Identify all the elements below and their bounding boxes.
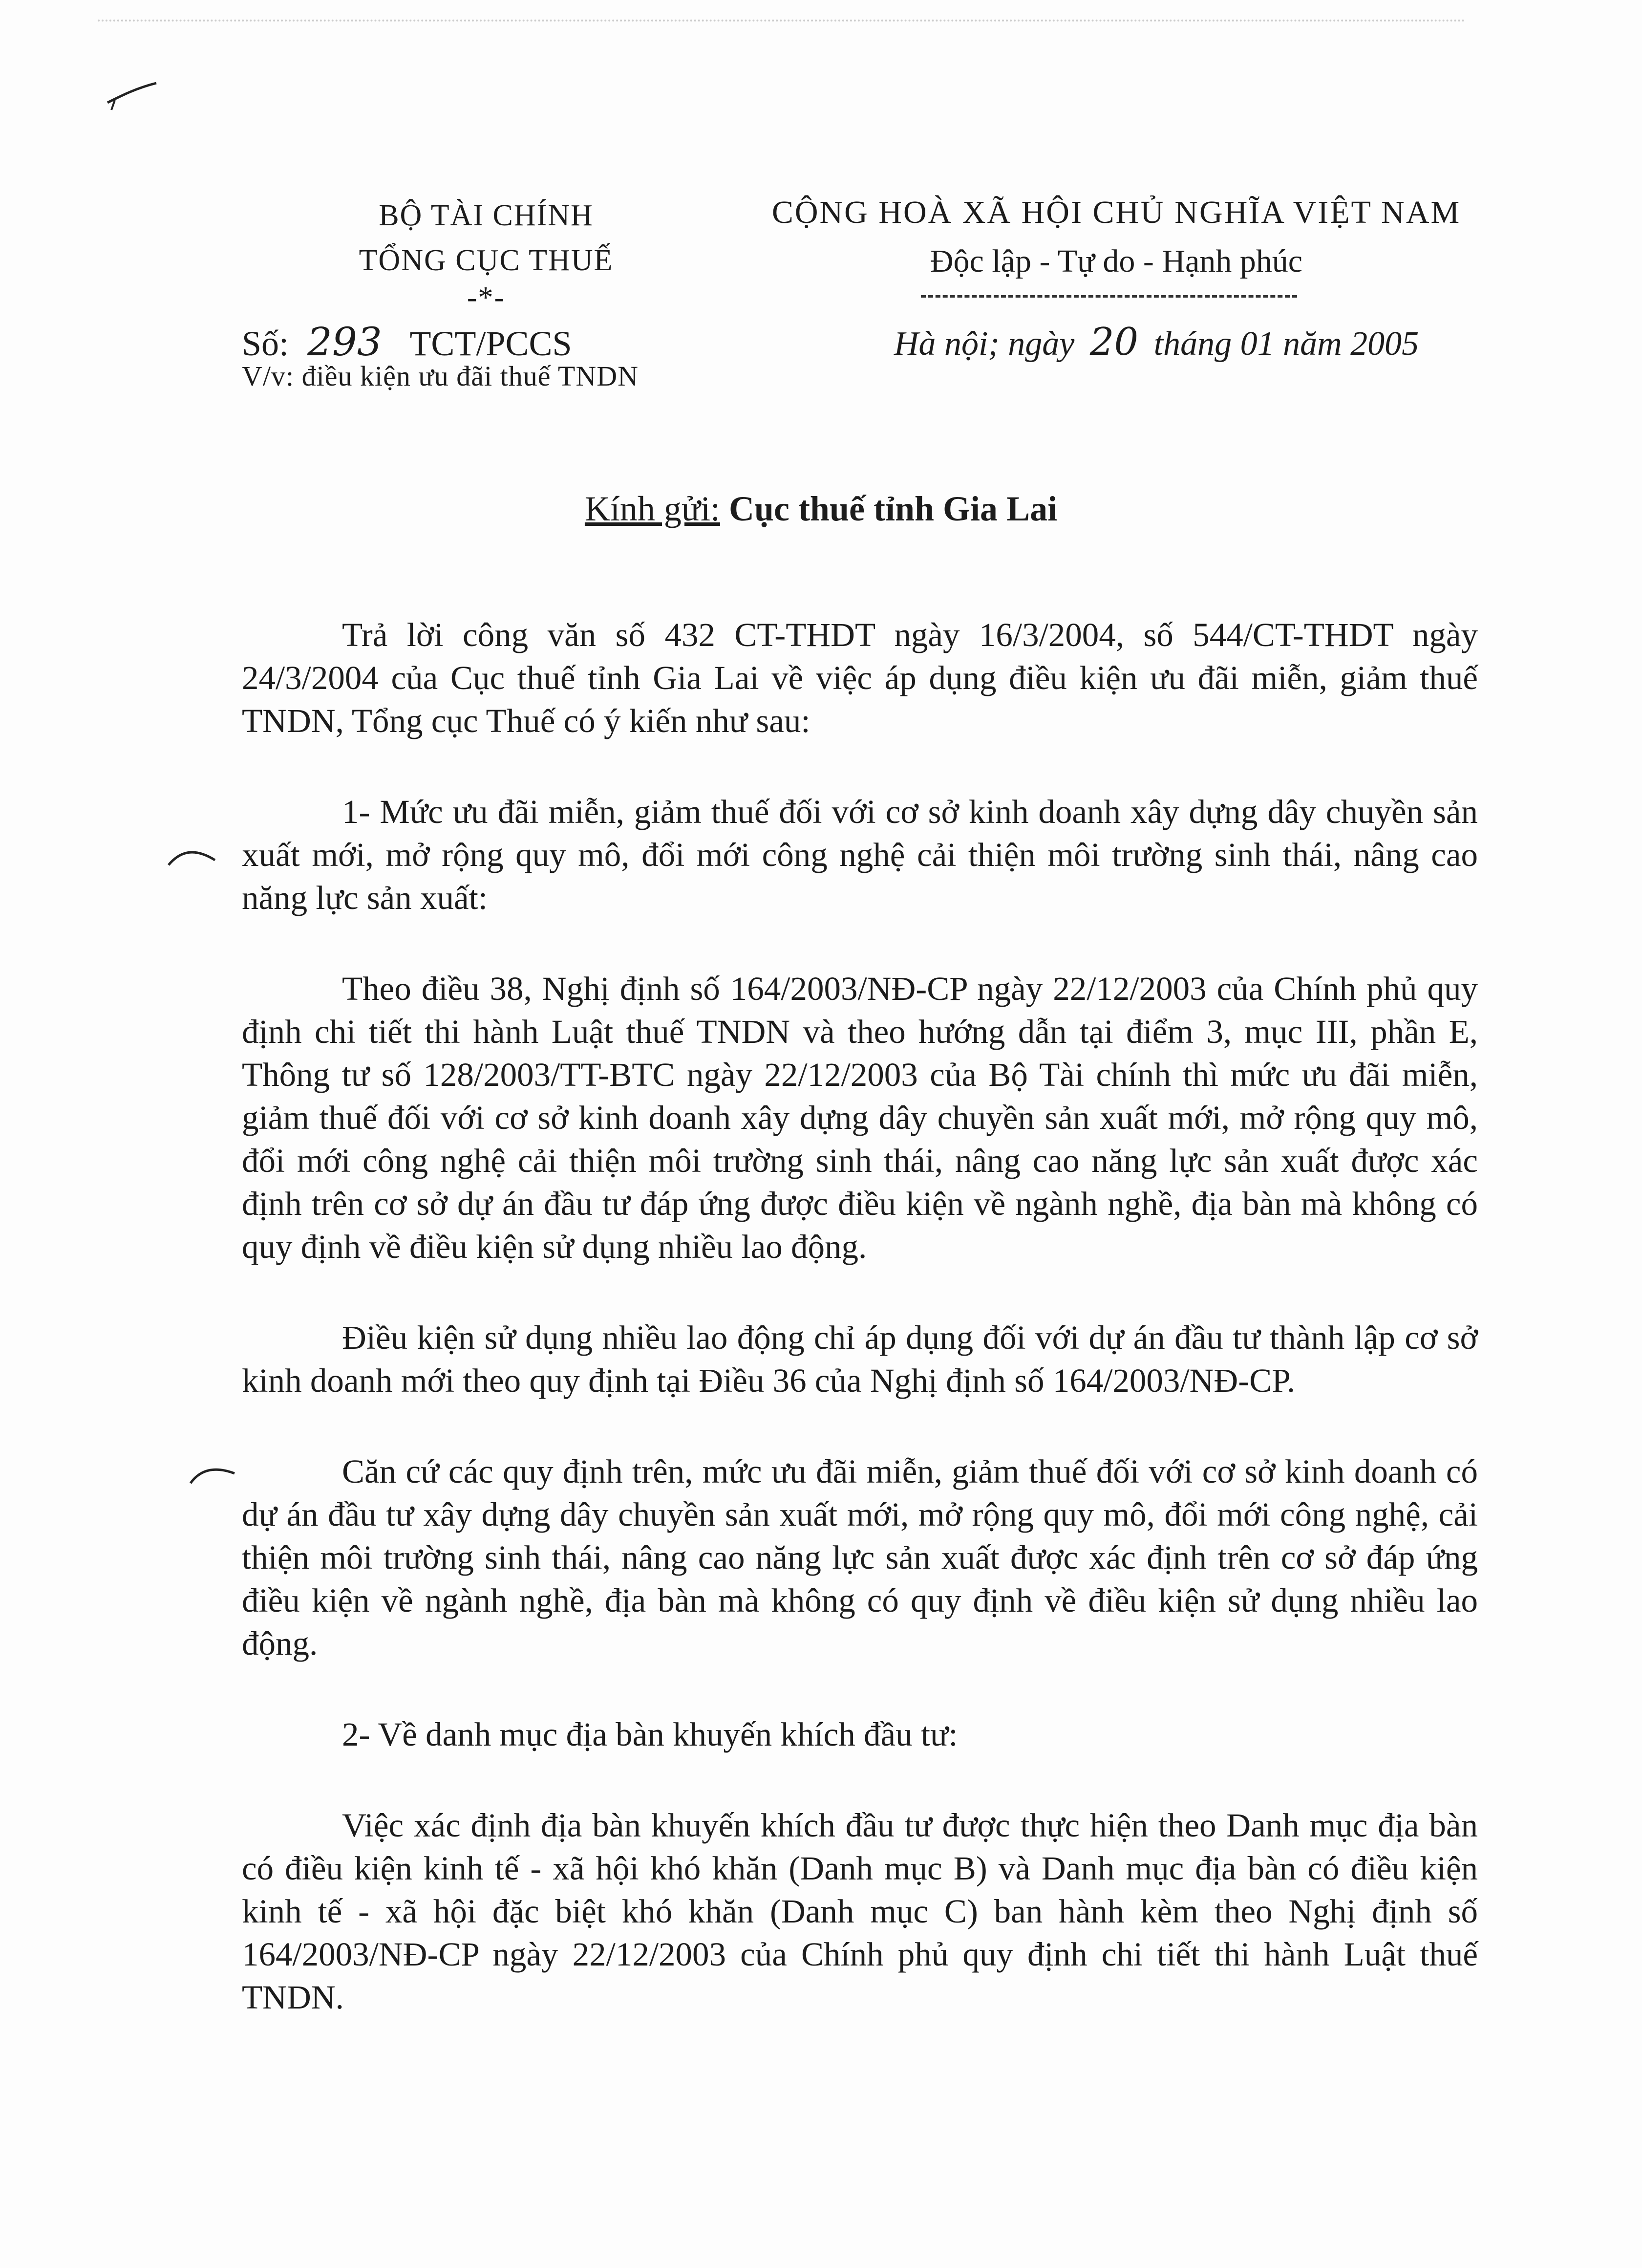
country-name: CỘNG HOÀ XÃ HỘI CHỦ NGHĨA VIỆT NAM <box>771 194 1461 230</box>
greeting-recipient: Cục thuế tỉnh Gia Lai <box>728 489 1058 528</box>
date-year-label: năm <box>1283 325 1342 363</box>
date-day: 20 <box>1089 320 1139 364</box>
number-label: Số: <box>242 324 289 363</box>
motto-divider <box>921 295 1297 298</box>
body-paragraph: 2- Về danh mục địa bàn khuyến khích đầu tư: <box>342 1716 958 1753</box>
scan-edge-noise <box>98 20 1466 24</box>
pen-mark-margin-1 <box>166 841 220 870</box>
date-month-label: tháng <box>1153 325 1232 363</box>
document-subject: V/v: điều kiện ưu đãi thuế TNDN <box>242 360 639 392</box>
greeting-line <box>0 489 1642 529</box>
body-paragraph: Điều kiện sử dụng nhiều lao động chỉ áp dụng đối với dự án đầu tư thành lập cơ sở kinh doanh mới theo quy định tại Điều 36 của Nghị định số 164/2003/NĐ-CP. <box>242 1319 1478 1399</box>
number-handwritten: 293 <box>307 319 382 365</box>
body-paragraph: 1- Mức ưu đãi miễn, giảm thuế đối với cơ sở kinh doanh xây dựng dây chuyền sản xuất mới, mở rộng quy mô, đổi mới công nghệ cải thiện môi trường sinh thái, nâng cao năng lực sản xuất: <box>242 793 1478 916</box>
national-header <box>762 188 1471 286</box>
pen-mark-top-left <box>103 73 161 112</box>
greeting-label: Kính gửi: <box>584 489 720 528</box>
issuer-block <box>242 193 730 312</box>
date-prefix: Hà nội; ngày <box>894 325 1075 363</box>
body-paragraph: Trả lời công văn số 432 CT-THDT ngày 16/3/2004, số 544/CT-THDT ngày 24/3/2004 của Cục thuế tỉnh Gia Lai về việc áp dụng điều kiện ưu đãi miễn, giảm thuế TNDN, Tổng cục Thuế có ý kiến như sau: <box>242 616 1478 739</box>
pen-mark-margin-2 <box>188 1459 237 1488</box>
body-paragraph: Theo điều 38, Nghị định số 164/2003/NĐ-CP ngày 22/12/2003 của Chính phủ quy định chi tiết thi hành Luật thuế TNDN và theo hướng dẫn tại điểm 3, mục III, phần E, Thông tư số 128/2003/TT-BTC ngày 22/12/2003 của Bộ Tài chính thì mức ưu đãi miễn, giảm thuế đối với cơ sở kinh doanh xây dựng dây chuyền sản xuất mới, mở rộng quy mô, đổi mới công nghệ cải thiện môi trường sinh thái, nâng cao năng lực sản xuất được xác định trên cơ sở dự án đầu tư đáp ứng được điều kiện về ngành nghề, địa bàn mà không có quy định về điều kiện sử dụng nhiều lao động. <box>242 970 1478 1265</box>
number-code: TCT/PCCS <box>409 324 572 363</box>
date-year: 2005 <box>1350 325 1419 363</box>
department-name: TỔNG CỤC THUẾ <box>359 244 614 277</box>
header-separator: -*- <box>467 281 506 314</box>
national-motto: Độc lập - Tự do - Hạnh phúc <box>930 243 1303 279</box>
letter-body <box>242 613 1478 2067</box>
date-month: 01 <box>1240 325 1275 363</box>
body-paragraph: Việc xác định địa bàn khuyến khích đầu tư được thực hiện theo Danh mục địa bàn có điều kiện kinh tế - xã hội khó khăn (Danh mục B) và Danh mục địa bàn có điều kiện kinh tế - xã hội đặc biệt khó khăn (Danh mục C) ban hành kèm theo Nghị định số 164/2003/NĐ-CP ngày 22/12/2003 của Chính phủ quy định chi tiết thi hành Luật thuế TNDN. <box>242 1807 1478 2016</box>
body-paragraph: Căn cứ các quy định trên, mức ưu đãi miễn, giảm thuế đối với cơ sở kinh doanh có dự án đầu tư xây dựng dây chuyền sản xuất mới, mở rộng quy mô, đổi mới công nghệ, cải thiện môi trường sinh thái, nâng cao năng lực sản xuất được xác định trên cơ sở đáp ứng điều kiện về ngành nghề, địa bàn mà không có quy định về điều kiện sử dụng nhiều lao động. <box>242 1453 1478 1662</box>
ministry-name: BỘ TÀI CHÍNH <box>379 199 594 232</box>
dateline <box>894 320 1419 366</box>
